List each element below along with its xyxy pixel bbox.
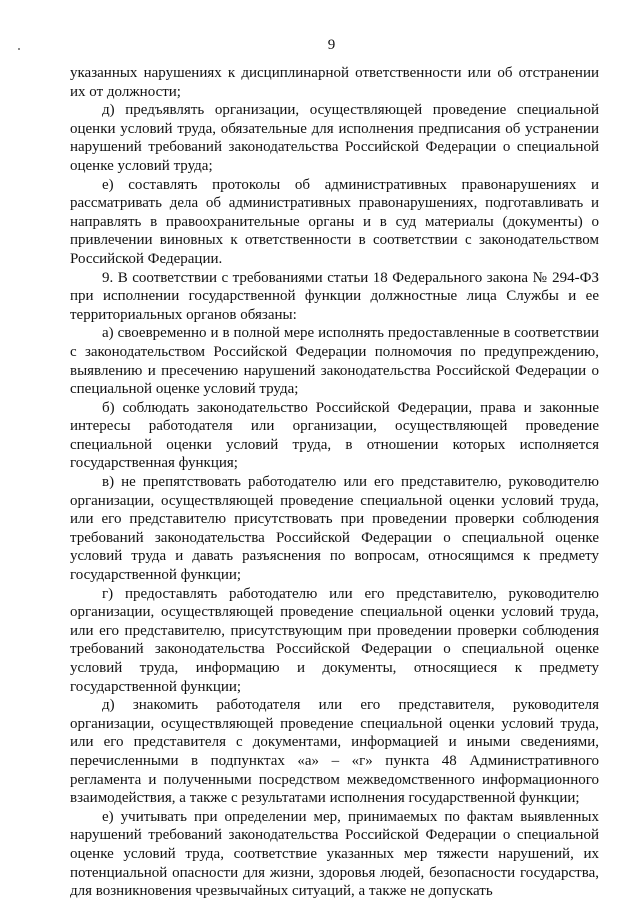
paragraph-item-v: в) не препятствовать работодателю или его представителю, руководителю организации, осуществляющей проведение специальной оценки условий труда, или его представителю присутствовать при проведении проверки соблюдения требований законодательства Российской Федерации о специальной оценке условий труда и давать разъяснения по вопросам, относящимся к предмету государственной функции; <box>70 474 599 584</box>
page-number: 9 <box>327 37 336 53</box>
paragraph-continuation: указанных нарушениях к дисциплинарной ответственности или об отстранении их от должности; <box>70 65 599 100</box>
paragraph-item-b: б) соблюдать законодательство Российской Федерации, права и законные интересы работодателя или организации, осуществляющей проведение специальной оценки условий труда, в отношении которых исполняется государственная функция; <box>70 399 599 472</box>
paragraph-item-g: г) предоставлять работодателю или его представителю, руководителю организации, осуществляющей проведение специальной оценки условий труда, или его представителю, присутствующим при проведении проверки соблюдения требований законодательства Российской Федерации о специальной оценке условий труда, информацию и документы, относящиеся к предмету государственной функции; <box>70 585 599 695</box>
scan-speck <box>18 48 20 50</box>
paragraph-item-d: д) предъявлять организации, осуществляющей проведение специальной оценки условий труда, обязательные для исполнения предписания об устранении нарушений требований законодательства Российской Федерации о специальной оценке условий труда; <box>70 102 599 174</box>
paragraph-item-d2: д) знакомить работодателя или его представителя, руководителя организации, осуществляющей проведение специальной оценки условий труда, или его представителя с документами, информацией и иными сведениями, перечисленными в подпунктах «а» – «г» пункта 48 Административного регламента и полученными посредством межведомственного информационного взаимодействия, а также с результатами исполнения государственной функции; <box>70 697 599 807</box>
paragraph-clause-9: 9. В соответствии с требованиями статьи 18 Федерального закона № 294-ФЗ при исполнении государственной функции должностные лица Службы и ее территориальных органов обязаны: <box>70 269 599 323</box>
paragraph-item-e: е) составлять протоколы об административных правонарушениях и рассматривать дела об административных правонарушениях, подготавливать и направлять в правоохранительные органы и в суд материалы (документы) о привлечении виновных к ответственности в соответствии с законодательством Российской Федерации. <box>70 176 599 267</box>
paragraph-item-a: а) своевременно и в полной мере исполнять предоставленные в соответствии с законодательством Российской Федерации полномочия по предупреждению, выявлению и пресечению нарушений законодательства Российской Федерации о специальной оценке условий труда; <box>70 325 599 398</box>
paragraph-item-e2: е) учитывать при определении мер, принимаемых по фактам выявленных нарушений требований законодательства Российской Федерации о специальной оценке условий труда, соответствие указанных мер тяжести нарушений, их потенциальной опасности для жизни, здоровья людей, безопасности государства, для возникновения чрезвычайных ситуаций, а также не допускать <box>70 808 599 900</box>
